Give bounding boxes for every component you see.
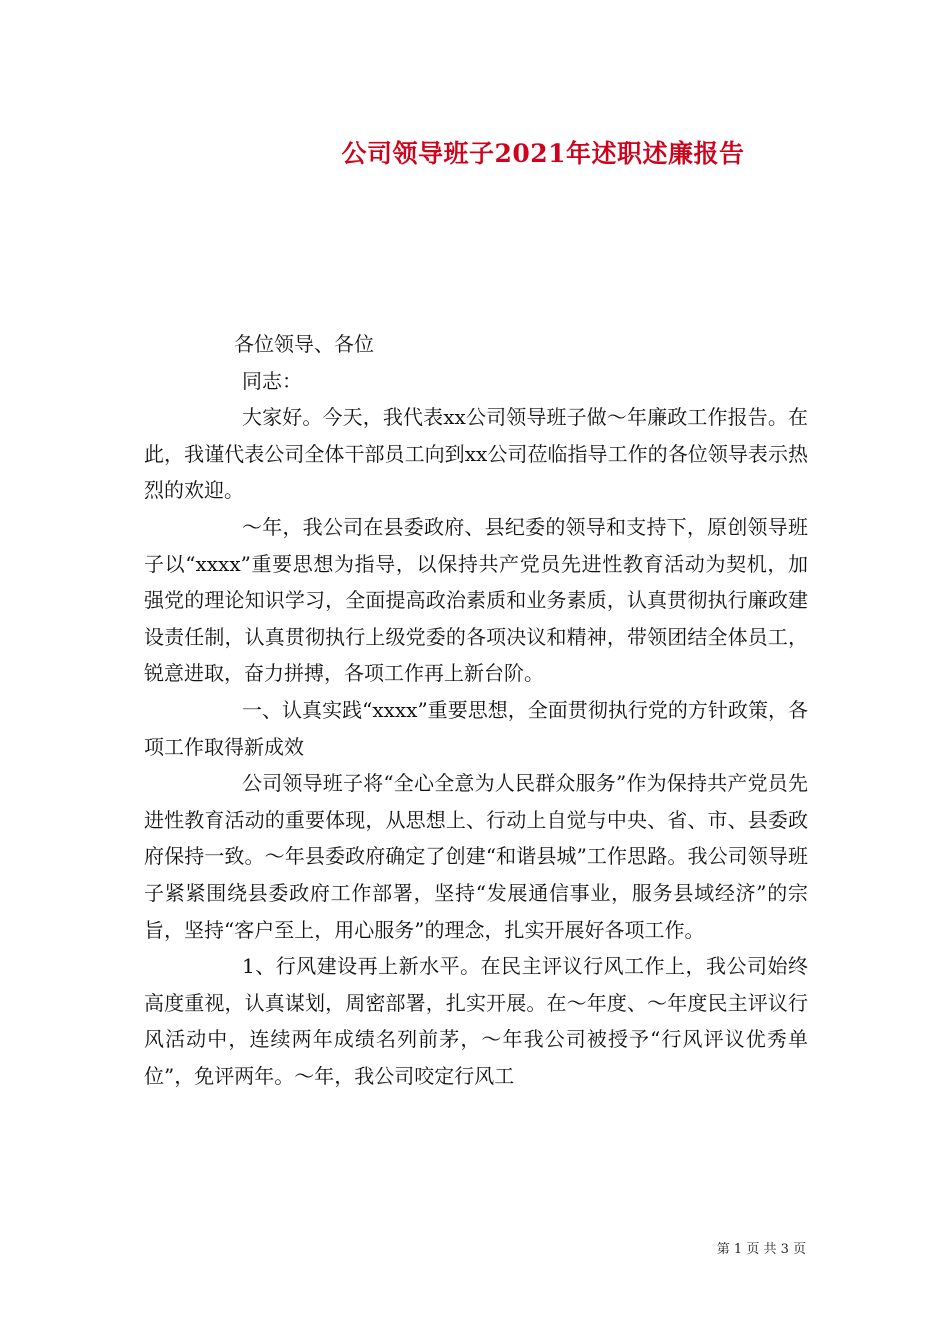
salutation-line-2: 同志：: [242, 368, 302, 393]
document-title: 公司领导班子2021年述职述廉报告: [341, 139, 745, 168]
paragraph-section-1: 公司领导班子将“全心全意为人民群众服务”作为保持共产党员先进性教育活动的重要体现，从思想上、行动上自觉与中央、省、市、县委政府保持一致。～年县委政府确定了创建“和谐县城”工作思路。我公司领导班子紧紧围绕县委政府工作部署，坚持“发展通信事业，服务县域经济”的宗旨，坚持“客户至上，用心服务”的理念，扎实开展好各项工作。: [144, 771, 808, 942]
document-body: [144, 326, 808, 1094]
paragraph-greeting: 大家好。今天，我代表xx公司领导班子做～年廉政工作报告。在此，我谨代表公司全体干部员工向到xx公司莅临指导工作的各位领导表示热烈的欢迎。: [144, 405, 808, 503]
salutation-line-1: 各位领导、各位: [234, 332, 374, 356]
page-footer: 第 1 页 共 3 页: [716, 1242, 806, 1257]
paragraph-item-1: 1、行风建设再上新水平。在民主评议行风工作上，我公司始终高度重视，认真谋划，周密部署，扎实开展。在～年度、～年度民主评议行风活动中，连续两年成绩名列前茅，～年我公司被授予“行风评议优秀单位”，免评两年。～年，我公司咬定行风工: [144, 954, 808, 1088]
section-heading-1: 一、认真实践“xxxx”重要思想，全面贯彻执行党的方针政策，各项工作取得新成效: [144, 697, 808, 759]
paragraph-overview: ～年，我公司在县委政府、县纪委的领导和支持下，原创领导班子以“xxxx”重要思想为指导，以保持共产党员先进性教育活动为契机，加强党的理论知识学习，全面提高政治素质和业务素质，认真贯彻执行廉政建设责任制，认真贯彻执行上级党委的各项决议和精神，带领团结全体员工，锐意进取，奋力拼搏，各项工作再上新台阶。: [144, 514, 808, 686]
